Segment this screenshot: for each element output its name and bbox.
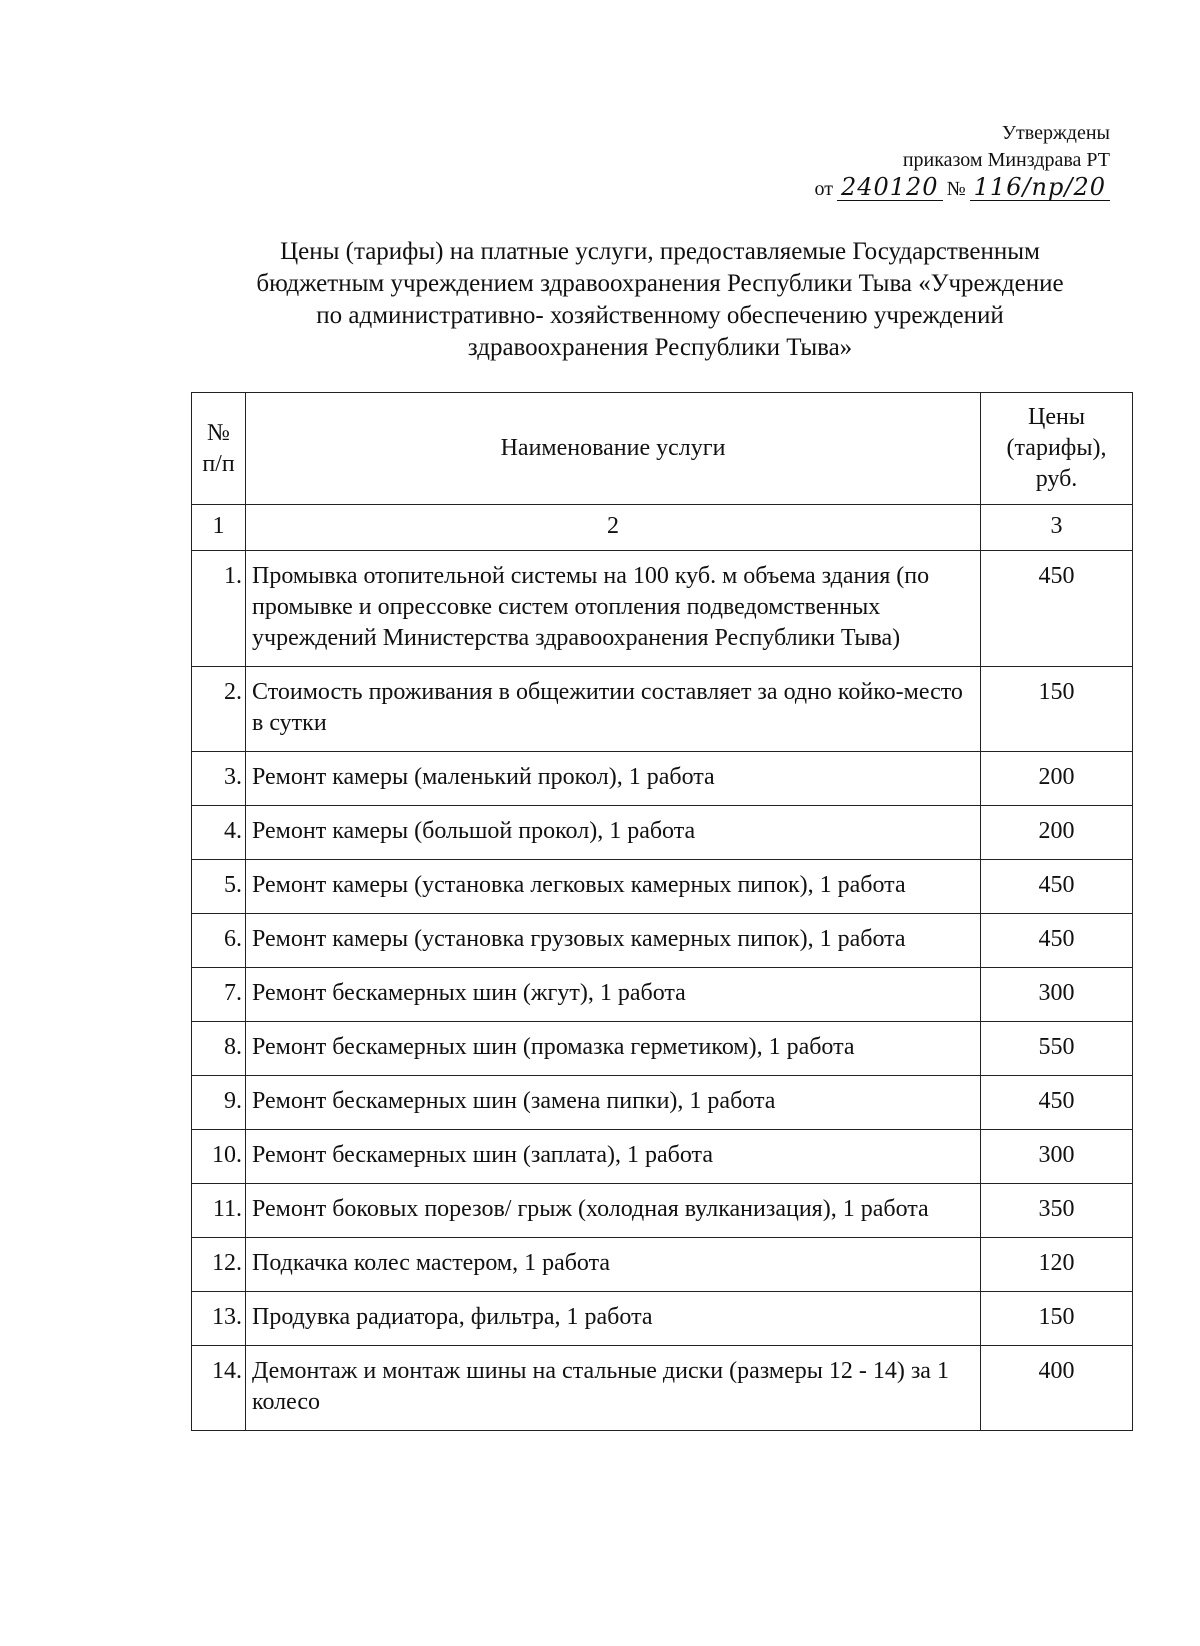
table-row	[192, 1346, 1133, 1431]
row-price: 400	[981, 1346, 1133, 1431]
row-number: 9.	[192, 1076, 246, 1130]
row-price: 300	[981, 1130, 1133, 1184]
row-number: 2.	[192, 667, 246, 752]
header-service-name: Наименование услуги	[246, 393, 981, 505]
row-price: 450	[981, 860, 1133, 914]
title-line: бюджетным учреждением здравоохранения Республики Тыва «Учреждение	[256, 270, 1064, 297]
header-number	[192, 393, 246, 505]
row-number: 7.	[192, 968, 246, 1022]
row-number: 11.	[192, 1184, 246, 1238]
from-label: от	[814, 178, 833, 200]
header-number-line: №	[207, 419, 230, 446]
row-price: 450	[981, 551, 1133, 667]
row-service-name: Ремонт камеры (установка грузовых камерных пипок), 1 работа	[246, 914, 981, 968]
document-title	[190, 236, 1130, 364]
handwritten-date: 240120	[837, 174, 943, 201]
row-price: 450	[981, 1076, 1133, 1130]
row-number: 4.	[192, 806, 246, 860]
row-price: 450	[981, 914, 1133, 968]
row-number: 5.	[192, 860, 246, 914]
table-row	[192, 860, 1133, 914]
header-number-line: п/п	[202, 450, 235, 477]
approval-line-order: приказом Минздрава РТ	[902, 149, 1110, 171]
row-price: 150	[981, 1292, 1133, 1346]
table-row	[192, 752, 1133, 806]
table-row	[192, 667, 1133, 752]
row-number: 8.	[192, 1022, 246, 1076]
approval-line-approved: Утверждены	[1001, 122, 1110, 144]
approval-line-date-number	[810, 174, 1110, 203]
table-row	[192, 1076, 1133, 1130]
number-label: №	[946, 178, 966, 200]
table-row	[192, 806, 1133, 860]
row-service-name: Ремонт камеры (установка легковых камерных пипок), 1 работа	[246, 860, 981, 914]
row-number: 10.	[192, 1130, 246, 1184]
column-number: 1	[192, 505, 246, 551]
header-price-line: руб.	[1035, 466, 1078, 492]
table-row	[192, 914, 1133, 968]
table-row	[192, 1238, 1133, 1292]
column-numbers-row	[192, 505, 1133, 551]
table-row	[192, 1184, 1133, 1238]
table-row	[192, 1130, 1133, 1184]
row-service-name: Промывка отопительной системы на 100 куб. м объема здания (по промывке и опрессовке систем отопления подведомственных учреждений Министерства здравоохранения Республики Тыва)	[246, 551, 981, 667]
row-service-name: Ремонт камеры (маленький прокол), 1 работа	[246, 752, 981, 806]
row-service-name: Ремонт камеры (большой прокол), 1 работа	[246, 806, 981, 860]
row-number: 13.	[192, 1292, 246, 1346]
table-header-row	[192, 393, 1133, 505]
row-service-name: Ремонт боковых порезов/ грыж (холодная вулканизация), 1 работа	[246, 1184, 981, 1238]
row-number: 12.	[192, 1238, 246, 1292]
row-price: 120	[981, 1238, 1133, 1292]
row-price: 550	[981, 1022, 1133, 1076]
row-service-name: Демонтаж и монтаж шины на стальные диски (размеры 12 - 14) за 1 колесо	[246, 1346, 981, 1431]
header-price-line: (тарифы),	[1006, 435, 1107, 461]
table-row	[192, 551, 1133, 667]
title-line: по административно- хозяйственному обеспечению учреждений	[316, 302, 1004, 329]
row-price: 350	[981, 1184, 1133, 1238]
table-row	[192, 1022, 1133, 1076]
row-service-name: Ремонт бескамерных шин (жгут), 1 работа	[246, 968, 981, 1022]
row-number: 6.	[192, 914, 246, 968]
row-price: 300	[981, 968, 1133, 1022]
row-price: 150	[981, 667, 1133, 752]
row-service-name: Подкачка колес мастером, 1 работа	[246, 1238, 981, 1292]
tariffs-table	[191, 392, 1133, 1431]
row-service-name: Ремонт бескамерных шин (замена пипки), 1 работа	[246, 1076, 981, 1130]
column-number: 3	[981, 505, 1133, 551]
row-number: 3.	[192, 752, 246, 806]
approval-block	[810, 120, 1110, 203]
header-price	[981, 393, 1133, 505]
row-service-name: Стоимость проживания в общежитии составляет за одно койко-место в сутки	[246, 667, 981, 752]
title-line: здравоохранения Республики Тыва»	[467, 334, 853, 361]
table-row	[192, 1292, 1133, 1346]
row-service-name: Продувка радиатора, фильтра, 1 работа	[246, 1292, 981, 1346]
row-price: 200	[981, 806, 1133, 860]
row-number: 1.	[192, 551, 246, 667]
row-price: 200	[981, 752, 1133, 806]
header-price-line: Цены	[1028, 404, 1085, 430]
row-service-name: Ремонт бескамерных шин (промазка герметиком), 1 работа	[246, 1022, 981, 1076]
column-number: 2	[246, 505, 981, 551]
handwritten-order-number: 116/пр/20	[970, 174, 1110, 201]
row-service-name: Ремонт бескамерных шин (заплата), 1 работа	[246, 1130, 981, 1184]
table-row	[192, 968, 1133, 1022]
title-line: Цены (тарифы) на платные услуги, предоставляемые Государственным	[280, 238, 1040, 265]
row-number: 14.	[192, 1346, 246, 1431]
